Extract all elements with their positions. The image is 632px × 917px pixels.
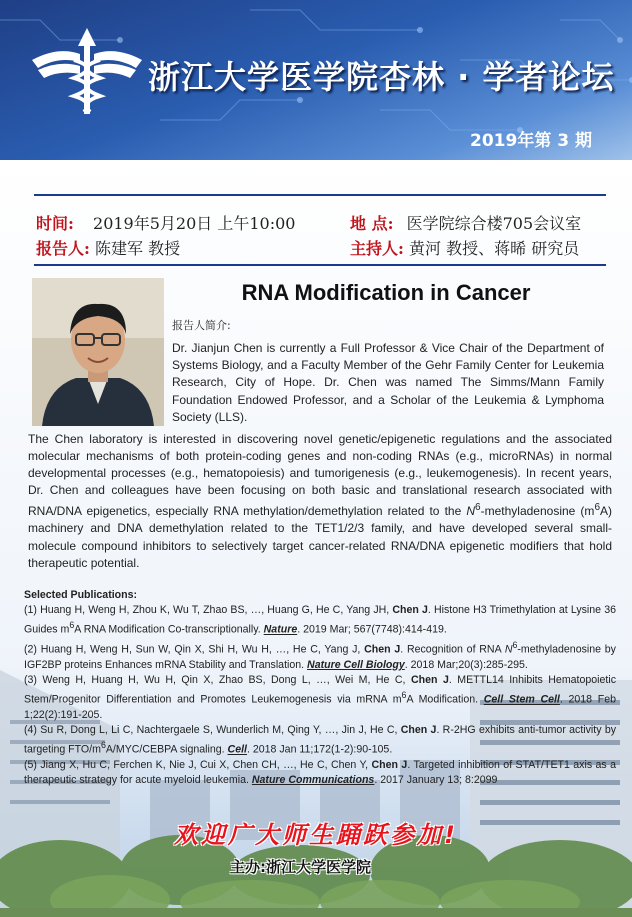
lab-desc-part1: The Chen laboratory is interested in discovering novel genetic/epigenetic regulations and the associated molecular mechanisms of both protein-coding genes and non-coding RNAs (e.g., microRNAs) in normal developmental processes (e.g., hematopoiesis) and tumorigenesis (e.g., leukemogenesis). In recent years, Dr. Chen and colleagues have been focusing on both basic and translational research associated with RNA/DNA epigenetics, especially RNA methylation/demethylation related to the <box>28 432 612 519</box>
pub-title-rest: A/MYC/CEBPA signaling. <box>105 743 228 756</box>
place-label: 地 点: <box>350 214 394 233</box>
pub-sup: 6 <box>512 640 518 651</box>
pub-title: . R-2HG exhibits anti-tumor activity by targeting FTO/m <box>24 724 617 756</box>
lab-desc-n: N <box>466 504 476 519</box>
speaker-value: 陈建军 教授 <box>95 239 181 258</box>
place-row <box>350 211 581 234</box>
lab-desc-sup2: 6 <box>594 502 600 514</box>
pub-sup: 6 <box>100 740 106 751</box>
pub-journal: Nature Cell Biology <box>307 658 405 671</box>
pub-citation: . 2019 Mar; 567(7748):414-419. <box>297 623 447 636</box>
publication-item <box>24 673 616 723</box>
publication-item <box>24 638 616 673</box>
host-row <box>350 236 579 259</box>
bottom-rule <box>34 264 606 266</box>
pub-citation: . 2018 Mar;20(3):285-295. <box>404 658 528 671</box>
publication-item <box>24 758 616 788</box>
pub-author-bold: Chen J <box>392 604 428 617</box>
forum-title: 浙江大学医学院杏林 · 学者论坛 <box>148 58 615 96</box>
pub-authors: (2) Huang H, Weng H, Sun W, Qin X, Shi H, Wu H, …, He C, Yang J, <box>24 643 365 656</box>
portrait-illustration <box>32 278 164 426</box>
pub-journal: Cell <box>227 743 247 756</box>
pub-authors: (1) Huang H, Weng H, Zhou K, Wu T, Zhao BS, …, Huang G, He C, Yang JH, <box>24 604 393 617</box>
pub-title: . Recognition of RNA <box>400 643 505 656</box>
bio-label: 报告人简介: <box>172 319 231 332</box>
pub-citation: . 2017 January 13; 8:2099 <box>374 774 498 787</box>
top-rule <box>34 194 606 196</box>
pub-author-bold: Chen J <box>364 643 401 656</box>
pub-authors: (4) Su R, Dong L, Li C, Nachtergaele S, Wunderlich M, Qing Y, …, Jin J, He C, <box>24 724 401 737</box>
pub-author-bold: Chen J <box>400 724 437 737</box>
host-value: 黄河 教授、蒋晞 研究员 <box>409 239 580 258</box>
lab-desc-sup1: 6 <box>475 502 481 514</box>
pub-journal: Cell Stem Cell <box>483 693 560 706</box>
pub-sup: 6 <box>401 690 407 701</box>
organizer: 主办:浙江大学医学院 <box>230 858 371 876</box>
publication-item <box>24 723 616 758</box>
pub-title-rest: A RNA Modification Co-transcriptionally. <box>74 623 264 636</box>
host-label: 主持人: <box>350 239 404 258</box>
pub-journal: Nature Communications <box>251 774 375 787</box>
pub-authors: (3) Weng H, Huang H, Wu H, Qin X, Zhao BS, Dong L, …, Wei M, He C, <box>24 674 411 687</box>
pub-title-rest: A Modification. <box>406 693 484 706</box>
caduceus-logo <box>28 20 146 120</box>
pub-authors: (5) Jiang X, Hu C, Ferchen K, Nie J, Cui X, Chen CH, …, He C, Chen Y, <box>24 759 372 772</box>
talk-title: RNA Modification in Cancer <box>241 280 531 305</box>
speaker-portrait <box>32 278 164 426</box>
header-banner <box>0 0 632 160</box>
speaker-label: 报告人: <box>36 239 90 258</box>
time-row <box>36 211 295 234</box>
lab-desc-part2: -methyladenosine (m <box>480 504 595 519</box>
place-value: 医学院综合楼705会议室 <box>406 214 582 233</box>
pub-author-bold: Chen J <box>371 759 408 772</box>
publication-item <box>24 603 616 638</box>
time-value: 2019年5月20日 上午10:00 <box>93 214 296 233</box>
pub-citation: . 2018 Jan 11;172(1-2):90-105. <box>246 743 393 756</box>
pub-sup: 6 <box>69 620 75 631</box>
pub-italic: N <box>504 643 513 656</box>
pub-title: . METTL14 Inhibits Hematopoietic Stem/Progenitor Differentiation and Promotes Leukemogenesis via mRNA m <box>24 674 616 706</box>
publications <box>24 588 616 789</box>
pub-title: . Targeted inhibition of STAT/TET1 axis as a therapeutic strategy for acute myeloid leukemia. <box>24 759 616 787</box>
speaker-bio: Dr. Jianjun Chen is currently a Full Professor & Vice Chair of the Department of Systems Biology, and a Faculty Member of the Gehr Family Center for Leukemia Research, City of Hope. Dr. Chen was named The Simms/Mann Family Foundation Endowed Professor, and a Scholar of the Leukemia & Lymphoma Society (LLS). <box>172 341 604 424</box>
pub-citation: . 2018 Feb 1;22(2):191-205. <box>24 693 617 722</box>
lab-desc-part3: A) machinery and DNA demethylation related to the TET1/2/3 family, and have developed several small-molecule compound inhibitors to selectively target cancer-related RNA/DNA epigenetic modifiers that hold therapeutic potential. <box>28 504 612 570</box>
time-label: 时间: <box>36 214 74 233</box>
speaker-row <box>36 236 180 259</box>
pub-title: . Histone H3 Trimethylation at Lysine 36 Guides m <box>24 604 616 636</box>
pub-title-rest: -methyladenosine by IGF2BP proteins Enhances mRNA Stability and Translation. <box>24 643 616 671</box>
welcome-slogan: 欢迎广大师生踊跃参加! <box>174 821 458 849</box>
pub-journal: Nature <box>263 623 298 636</box>
lab-description <box>28 431 612 572</box>
pub-author-bold: Chen J <box>410 674 449 687</box>
publications-heading: Selected Publications: <box>24 589 138 601</box>
issue-number: 2019年第 3 期 <box>470 131 592 151</box>
